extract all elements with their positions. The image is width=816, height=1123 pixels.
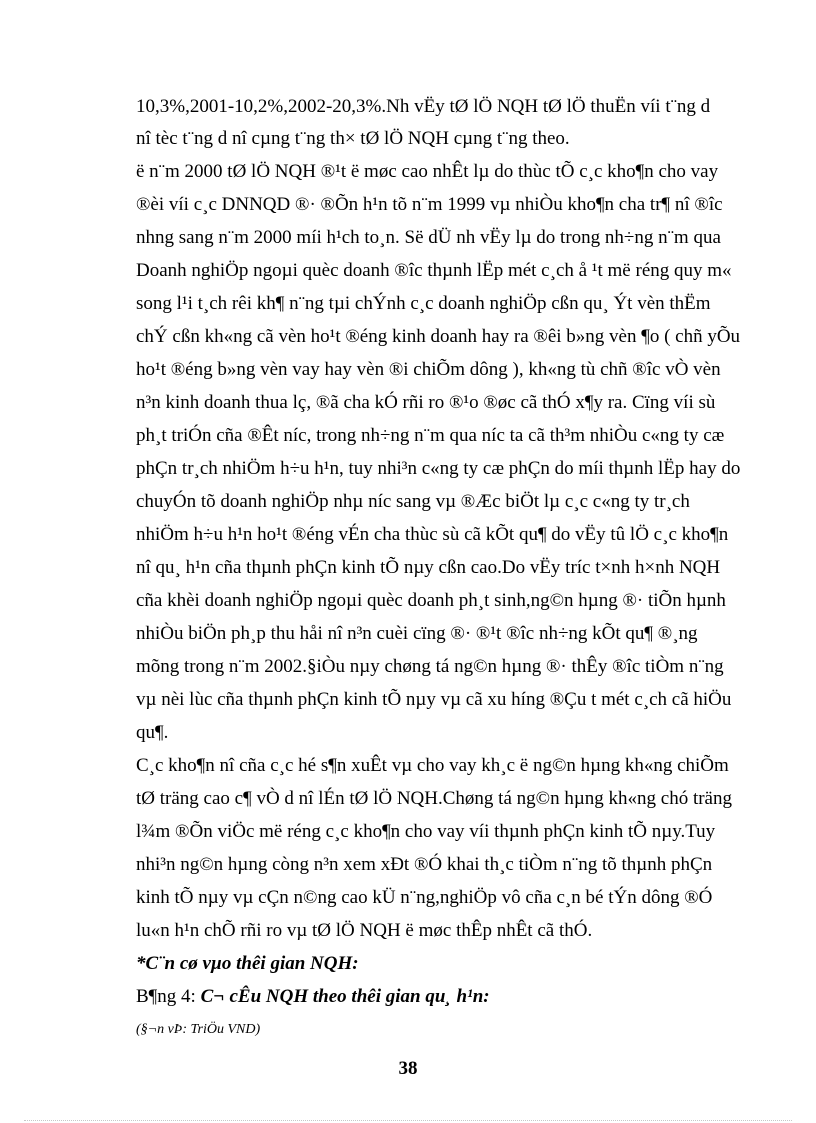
text-line: nhiÒu biÖn ph¸p thu håi nî n³n cuèi cïng ®· ®¹t ®îc nh÷ng kÕt qu¶ ®¸ng: [136, 623, 698, 644]
page-number: 38: [398, 1058, 418, 1079]
text-line: phÇn tr¸ch nhiÖm h÷u h¹n, tuy nhi³n c«ng ty cæ phÇn do míi thµnh lËp hay do: [136, 458, 741, 479]
text-line: nî tèc t¨ng d nî cµng t¨ng th× tØ lÖ NQH cµng t¨ng theo.: [136, 128, 570, 149]
text-line: C¸c kho¶n nî cña c¸c hé s¶n xuÊt vµ cho vay kh¸c ë ng©n hµng kh«ng chiÕm: [136, 755, 729, 776]
text-line: ho¹t ®éng b»ng vèn vay hay vèn ®i chiÕm dông ), kh«ng tù chñ ®îc vÒ vèn: [136, 359, 721, 380]
text-line: mõng trong n¨m 2002.§iÒu nµy chøng tá ng©n hµng ®· thÊy ®îc tiÒm n¨ng: [136, 656, 724, 677]
text-line: 10,3%,2001-10,2%,2002-20,3%.Nh vËy tØ lÖ NQH tØ lÖ thuËn víi t¨ng d: [136, 96, 711, 117]
text-line: lu«n h¹n chÕ rñi ro vµ tØ lÖ NQH ë møc thÊp nhÊt cã thÓ.: [136, 920, 593, 941]
text-line: chuyÓn tõ doanh nghiÖp nhµ níc sang vµ ®Æc biÖt lµ c¸c c«ng ty tr¸ch: [136, 491, 690, 512]
text-line: qu¶.: [136, 722, 169, 743]
text-line: nî qu¸ h¹n cña thµnh phÇn kinh tÕ nµy cßn cao.Do vËy tríc t×nh h×nh NQH: [136, 557, 721, 578]
text-line: n³n kinh doanh thua lç, ®ã cha kÓ rñi ro ®¹o ®øc cã thÓ x¶y ra. Cïng víi sù: [136, 392, 716, 413]
text-line: ë n¨m 2000 tØ lÖ NQH ®¹t ë møc cao nhÊt lµ do thùc tÕ c¸c kho¶n cho vay: [136, 161, 719, 182]
text-line: tØ träng cao c¶ vÒ d nî lÉn tØ lÖ NQH.Chøng tá ng©n hµng kh«ng chó träng: [136, 788, 732, 809]
unit-note: (§¬n vÞ: TriÖu VND): [136, 1022, 261, 1037]
page-bottom-divider: [24, 1120, 792, 1121]
text-line: nhng sang n¨m 2000 míi h¹ch to¸n. Së dÜ nh vËy lµ do trong nh÷ng n¨m qua: [136, 227, 721, 248]
text-line: nhi³n ng©n hµng còng n³n xem xÐt ®Ó khai th¸c tiÒm n¨ng tõ thµnh phÇn: [136, 854, 713, 875]
text-line: l¾m ®Õn viÖc më réng c¸c kho¶n cho vay víi thµnh phÇn kinh tÕ nµy.Tuy: [136, 821, 716, 842]
text-line: vµ nèi lùc cña thµnh phÇn kinh tÕ nµy vµ cã xu híng ®Çu t mét c¸ch cã hiÖu: [136, 689, 732, 710]
text-line: nhiÖm h÷u h¹n ho¹t ®éng vÉn cha thùc sù cã kÕt qu¶ do vËy tû lÖ c¸c kho¶n: [136, 524, 729, 545]
text-line: song l¹i t¸ch rêi kh¶ n¨ng tµi chÝnh c¸c doanh nghiÖp cßn qu¸ Ýt vèn thËm: [136, 293, 711, 314]
text-line: kinh tÕ nµy vµ cÇn n©ng cao kÜ n¨ng,nghiÖp vô cña c¸n bé tÝn dông ®Ó: [136, 887, 713, 908]
text-line: ®èi víi c¸c DNNQD ®· ®Õn h¹n tõ n¨m 1999 vµ nhiÒu kho¶n cha tr¶ nî ®îc: [136, 194, 723, 215]
table-label-title: C¬ cÊu NQH theo thêi gian qu¸ h¹n:: [200, 986, 490, 1007]
text-line: ph¸t triÓn cña ®Êt níc, trong nh÷ng n¨m qua níc ta cã th³m nhiÒu c«ng ty cæ: [136, 425, 725, 446]
table-label-prefix: B¶ng 4:: [136, 986, 201, 1007]
section-heading: *C¨n cø vµo thêi gian NQH:: [136, 953, 359, 974]
text-line: cña khèi doanh nghiÖp ngoµi quèc doanh ph¸t sinh,ng©n hµng ®· tiÕn hµnh: [136, 590, 726, 611]
table-caption: [136, 985, 490, 1009]
text-line: Doanh nghiÖp ngoµi quèc doanh ®îc thµnh lËp mét c¸ch å ¹t më réng quy m«: [136, 260, 732, 281]
text-line: chÝ cßn kh«ng cã vèn ho¹t ®éng kinh doanh hay ra ®êi b»ng vèn ¶o ( chñ yÕu: [136, 326, 741, 347]
